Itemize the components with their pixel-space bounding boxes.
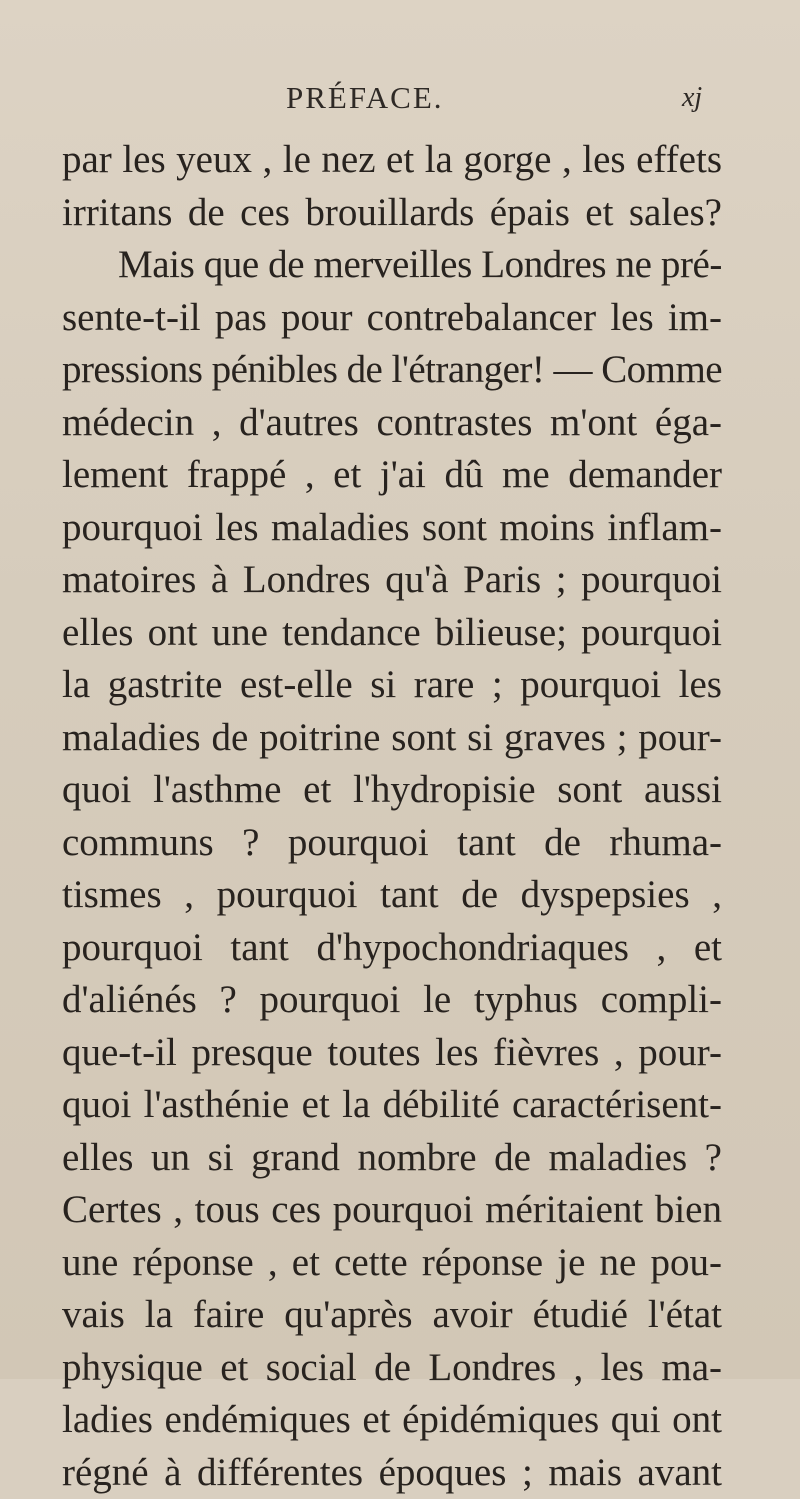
body-text [62,134,722,1499]
text-line: vais la faire qu'après avoir étudié l'état [62,1289,722,1342]
text-line: pourquoi tant d'hypochondriaques , et [62,922,722,975]
text-line: la gastrite est-elle si rare ; pourquoi les [62,659,722,712]
text-line: matoires à Londres qu'à Paris ; pourquoi [62,554,722,607]
text-line: pourquoi les maladies sont moins inflam- [62,502,722,555]
text-line: Certes , tous ces pourquoi méritaient bien [62,1184,722,1237]
text-line: irritans de ces brouillards épais et sales? [62,187,722,240]
text-line: que-t-il presque toutes les fièvres , pour- [62,1027,722,1080]
text-line: par les yeux , le nez et la gorge , les effets [62,134,722,187]
text-line: elles ont une tendance bilieuse; pourquoi [62,607,722,660]
text-line: régné à différentes époques ; mais avant [62,1447,722,1499]
text-line: communs ? pourquoi tant de rhuma- [62,817,722,870]
text-line: quoi l'asthme et l'hydropisie sont aussi [62,764,722,817]
text-line: ladies endémiques et épidémiques qui ont [62,1394,722,1447]
text-line: Mais que de merveilles Londres ne pré- [62,239,722,292]
text-line: maladies de poitrine sont si graves ; pour- [62,712,722,765]
text-line: sente-t-il pas pour contrebalancer les im- [62,292,722,345]
text-line: quoi l'asthénie et la débilité caractérisent- [62,1079,722,1132]
page-number: xj [682,82,702,114]
text-line: physique et social de Londres , les ma- [62,1342,722,1395]
text-line: lement frappé , et j'ai dû me demander [62,449,722,502]
running-head [0,78,800,128]
text-line: médecin , d'autres contrastes m'ont éga- [62,397,722,450]
text-line: elles un si grand nombre de maladies ? [62,1132,722,1185]
text-line: une réponse , et cette réponse je ne pou- [62,1237,722,1290]
text-line: tismes , pourquoi tant de dyspepsies , [62,869,722,922]
text-line: d'aliénés ? pourquoi le typhus compli- [62,974,722,1027]
running-head-title: PRÉFACE. [286,80,444,116]
text-line: pressions pénibles de l'étranger! — Comme [62,344,722,397]
